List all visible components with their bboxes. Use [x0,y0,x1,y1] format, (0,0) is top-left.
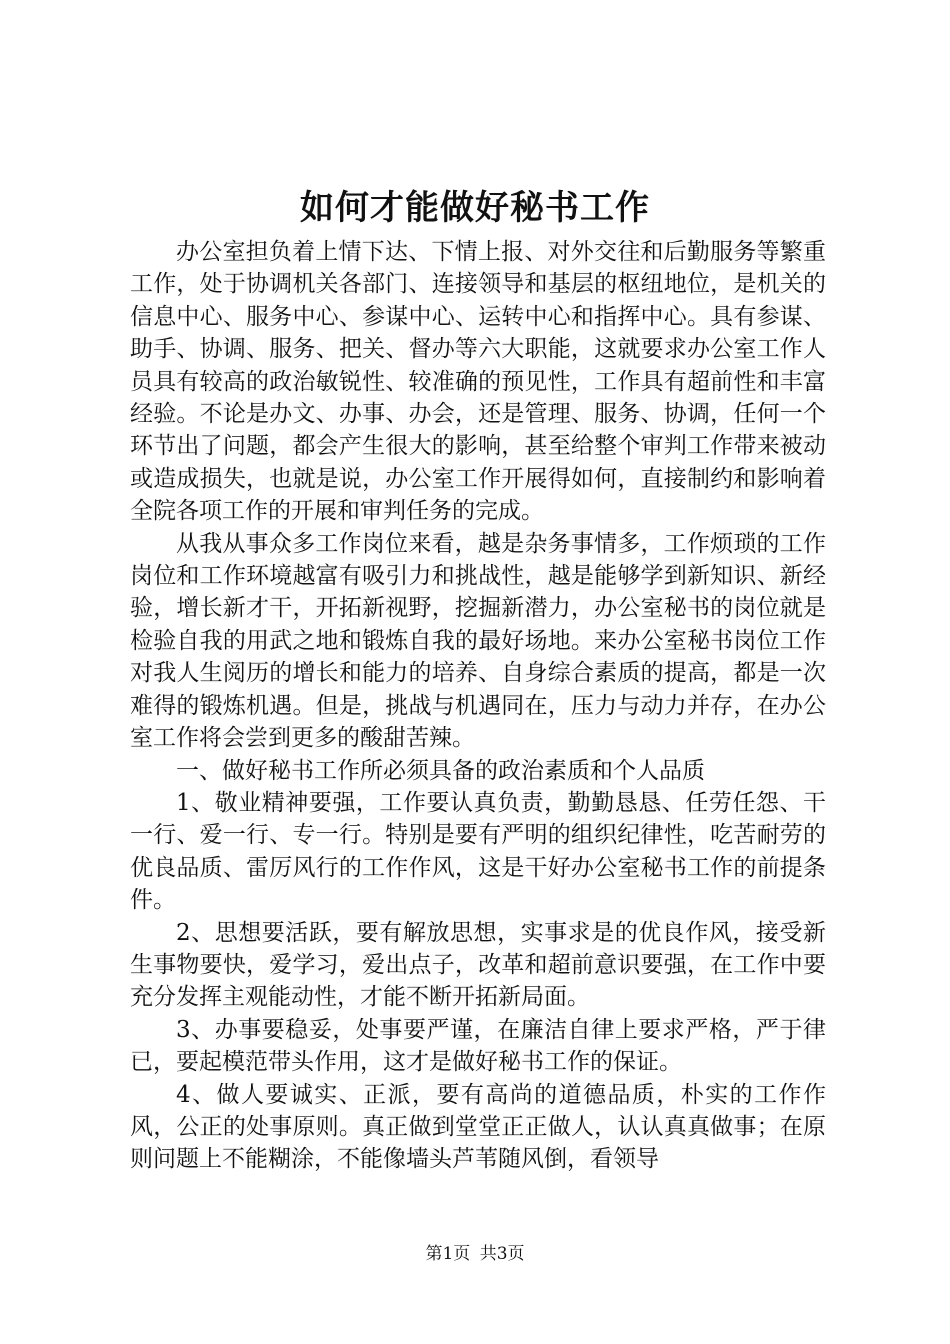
paragraph: 1、敬业精神要强，工作要认真负责，勤勤恳恳、任劳任怨、干一行、爱一行、专一行。特别是要有严明的组织纪律性，吃苦耐劳的优良品质、雷厉风行的工作作风，这是干好办公室秘书工作的前提条件。 [130,789,826,914]
paragraph: 从我从事众多工作岗位来看，越是杂务事情多，工作烦琐的工作岗位和工作环境越富有吸引力和挑战性，越是能够学到新知识、新经验，增长新才干，开拓新视野，挖掘新潜力，办公室秘书的岗位就是检验自我的用武之地和锻炼自我的最好场地。来办公室秘书岗位工作对我人生阅历的增长和能力的培养、自身综合素质的提高，都是一次难得的锻炼机遇。但是，挑战与机遇同在，压力与动力并存，在办公室工作将会尝到更多的酸甜苦辣。 [130,530,826,752]
section-heading: 一、做好秘书工作所必须具备的政治素质和个人品质 [176,757,705,784]
page-number: 第1页 [425,1244,471,1264]
document-body [130,236,826,1176]
paragraph: 办公室担负着上情下达、下情上报、对外交往和后勤服务等繁重工作，处于协调机关各部门、连接领导和基层的枢纽地位，是机关的信息中心、服务中心、参谋中心、运转中心和指挥中心。具有参谋、助手、协调、服务、把关、督办等六大职能，这就要求办公室工作人员具有较高的政治敏锐性、较准确的预见性，工作具有超前性和丰富经验。不论是办文、办事、办会，还是管理、服务、协调，任何一个环节出了问题，都会产生很大的影响，甚至给整个审判工作带来被动或造成损失，也就是说，办公室工作开展得如何，直接制约和影响着全院各项工作的开展和审判任务的完成。 [130,239,826,525]
paragraph: 3、办事要稳妥，处事要严谨，在廉洁自律上要求严格，严于律已，要起模范带头作用，这才是做好秘书工作的保证。 [130,1016,826,1076]
page-footer [0,1243,950,1265]
document-title: 如何才能做好秘书工作 [300,188,650,228]
paragraph: 2、思想要活跃，要有解放思想，实事求是的优良作风，接受新生事物要快，爱学习，爱出点子，改革和超前意识要强，在工作中要充分发挥主观能动性，才能不断开拓新局面。 [130,919,826,1011]
paragraph: 4、做人要诚实、正派，要有高尚的道德品质，朴实的工作作风，公正的处事原则。真正做到堂堂正正做人，认认真真做事；在原则问题上不能糊涂，不能像墙头芦苇随风倒，看领导 [130,1081,826,1173]
page-total: 共3页 [479,1244,525,1264]
